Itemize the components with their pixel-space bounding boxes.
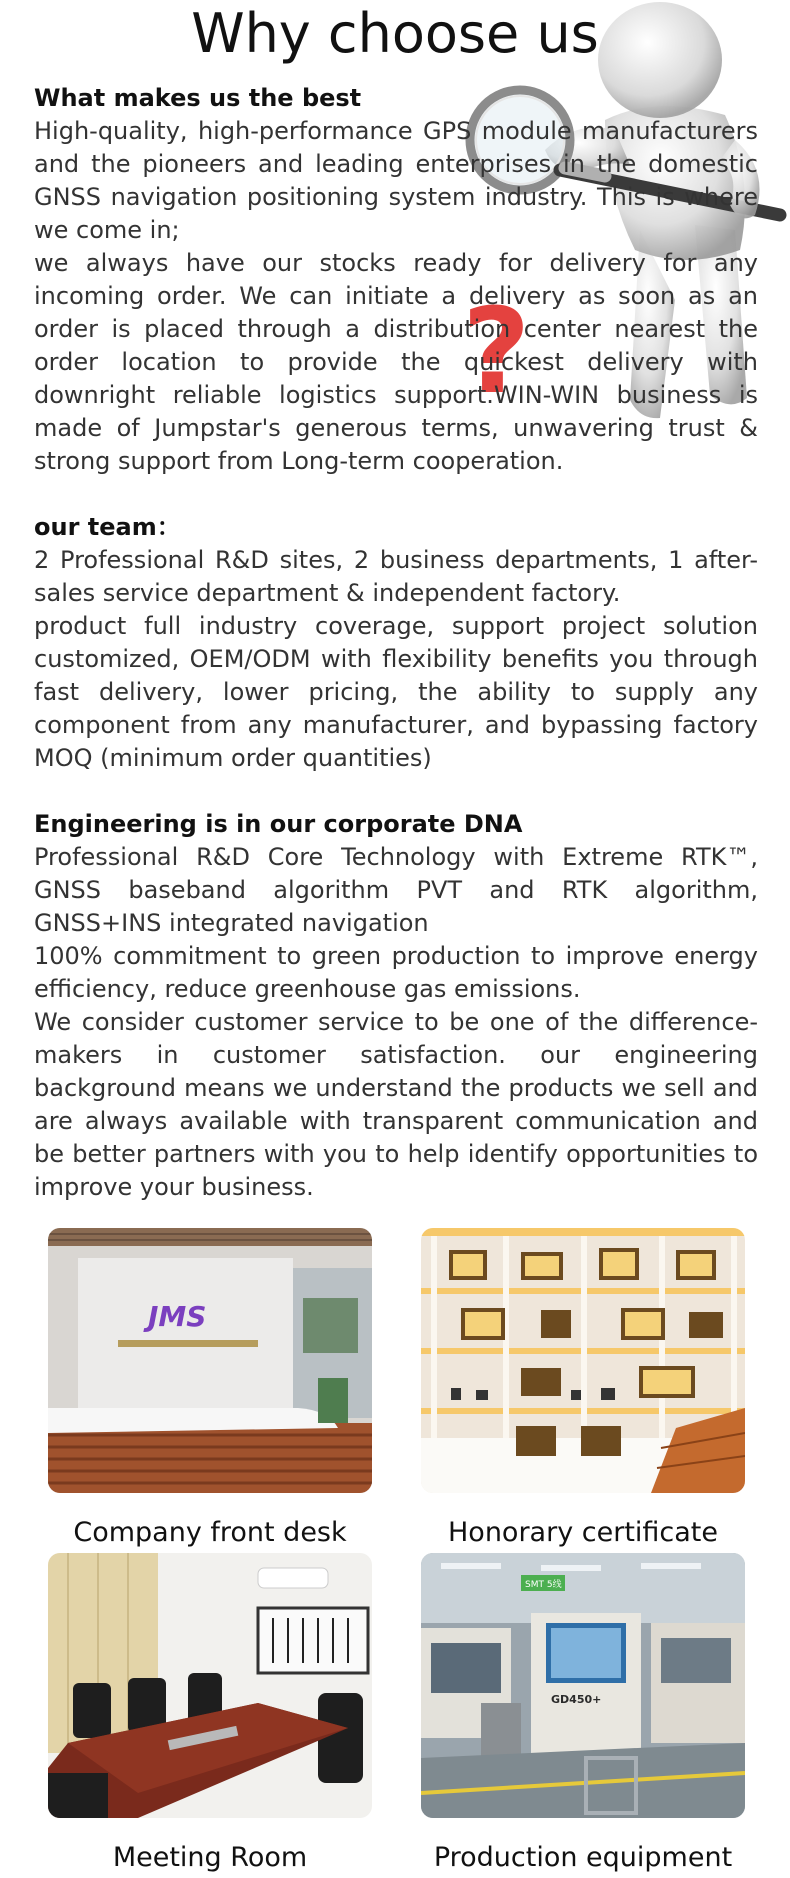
section-paragraph: 2 Professional R&D sites, 2 business departments, 1 after-sales service department & independent factory.	[34, 546, 758, 607]
section-paragraph: We consider customer service to be one of the difference-makers in customer satisfaction. our engineering background means we understand the products we sell and are always available with transparent communication and be better partners with you to help identify opportunities to improve your business.	[34, 1008, 758, 1201]
front-desk-photo	[48, 1228, 372, 1493]
section-heading: Engineering is in our corporate DNA	[34, 810, 523, 838]
section-what-makes-us-best	[34, 82, 758, 478]
svg-text:GD450+: GD450+	[551, 1693, 602, 1706]
main-content	[34, 82, 758, 1204]
section-heading: our team：	[34, 513, 181, 541]
section-heading: What makes us the best	[34, 84, 362, 112]
page-title: Why choose us	[191, 2, 599, 65]
gallery-card-honorary-certificate	[421, 1228, 745, 1548]
svg-text:?: ?	[462, 282, 531, 420]
photo-caption: Company front desk	[73, 1517, 347, 1548]
photo-caption: Honorary certificate	[448, 1517, 718, 1548]
honorary-certificate-photo	[421, 1228, 745, 1493]
gallery-card-front-desk	[48, 1228, 372, 1548]
photo-caption: Production equipment	[433, 1842, 733, 1873]
gallery-card-meeting-room	[48, 1553, 372, 1873]
section-paragraph: 100% commitment to green production to improve energy efficiency, reduce greenhouse gas emissions.	[34, 942, 758, 1003]
svg-text:SMT 5线: SMT 5线	[525, 1580, 562, 1590]
production-equipment-photo	[421, 1553, 745, 1818]
section-paragraph: we always have our stocks ready for delivery for any incoming order. We can initiate a delivery as soon as an order is placed through a distribution center nearest the order location to provide the quickest delivery with downright reliable logistics support.WIN-WIN business is made of Jumpstar's generous terms, unwavering trust & strong support from Long-term cooperation.	[34, 249, 758, 475]
section-paragraph: High-quality, high-performance GPS module manufacturers and the pioneers and leading enterprises in the domestic GNSS navigation positioning system industry. This is where we come in;	[34, 117, 758, 244]
photo-caption: Meeting Room	[112, 1842, 308, 1873]
section-paragraph: Professional R&D Core Technology with Extreme RTK™, GNSS baseband algorithm PVT and RTK algorithm, GNSS+INS integrated navigation	[34, 843, 758, 937]
section-our-team	[34, 511, 758, 775]
gallery-card-production-equipment	[421, 1553, 745, 1873]
section-engineering-dna	[34, 808, 758, 1204]
svg-text:JMS: JMS	[148, 1300, 207, 1333]
section-paragraph: product full industry coverage, support project solution customized, OEM/ODM with flexibility benefits you through fast delivery, lower pricing, the ability to supply any component from any manufacturer, and bypassing factory MOQ (minimum order quantities)	[34, 612, 758, 772]
meeting-room-photo	[48, 1553, 372, 1818]
